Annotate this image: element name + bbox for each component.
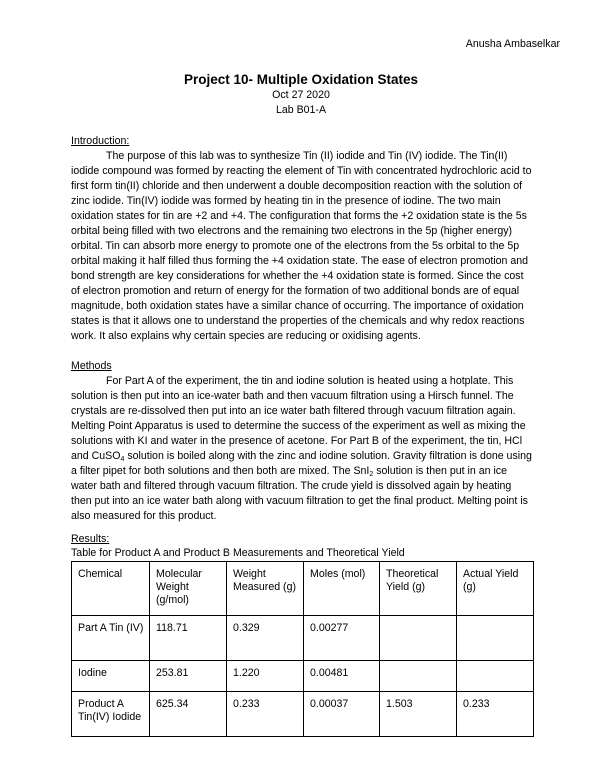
table-row bbox=[72, 661, 534, 692]
table-caption: Table for Product A and Product B Measurements and Theoretical Yield bbox=[71, 547, 405, 559]
column-header: Actual Yield (g) bbox=[457, 562, 534, 616]
methods-heading: Methods bbox=[71, 360, 112, 372]
methods-sub-2: 2 bbox=[369, 471, 374, 478]
intro-heading: Introduction: bbox=[71, 135, 130, 147]
column-header: Theoretical Yield (g) bbox=[380, 562, 457, 616]
table-cell: 625.34 bbox=[150, 692, 227, 737]
table-cell: Part A Tin (IV) bbox=[72, 616, 150, 661]
column-header: Moles (mol) bbox=[304, 562, 380, 616]
column-header: Weight Measured (g) bbox=[227, 562, 304, 616]
methods-paragraph bbox=[71, 374, 533, 524]
author-name: Anusha Ambaselkar bbox=[465, 38, 560, 50]
lab-section: Lab B01-A bbox=[275, 104, 327, 116]
table-cell: 1.503 bbox=[380, 692, 457, 737]
table-cell bbox=[380, 661, 457, 692]
document-title: Project 10- Multiple Oxidation States bbox=[183, 72, 419, 87]
results-heading: Results: bbox=[71, 533, 110, 545]
table-cell bbox=[457, 661, 534, 692]
methods-sub-1: 4 bbox=[120, 456, 125, 463]
column-header: Chemical bbox=[72, 562, 150, 616]
table-cell: 118.71 bbox=[150, 616, 227, 661]
table-cell: 253.81 bbox=[150, 661, 227, 692]
column-header: Molecular Weight (g/mol) bbox=[150, 562, 227, 616]
table-cell: Iodine bbox=[72, 661, 150, 692]
results-table bbox=[71, 561, 534, 737]
table-cell: 1.220 bbox=[227, 661, 304, 692]
table-row bbox=[72, 616, 534, 661]
intro-paragraph bbox=[71, 149, 533, 344]
table-cell: 0.233 bbox=[457, 692, 534, 737]
methods-text-1: For Part A of the experiment, the tin and iodine solution is heated using a hotplate. This solution is then put into an ice-water bath and then vacuum filtration using a Hirsch funnel. The crystals are re-dissolved then put into an ice water bath filtered through vacuum filtration again. Melting Point Apparatus is used to determine the success of the experiment as well as mixing the solutions with KI and water in the presence of acetone. For Part B of the experiment, the tin, HCl and CuSO bbox=[71, 375, 526, 462]
methods-text-3: solution is then put in an ice water bath and filtered through vacuum filtration. The crude yield is dissolved again by heating then put into an ice water bath along with vacuum filtration to get the final product. Melting point is also measured for this product. bbox=[71, 465, 528, 522]
methods-text-2: solution is boiled along with the zinc and iodine solution. Gravity filtration is done using a filter pipet for both solutions and then both are mixed. The SnI bbox=[71, 450, 532, 477]
table-cell: 0.00277 bbox=[304, 616, 380, 661]
table-row bbox=[72, 692, 534, 737]
table-header-row bbox=[72, 562, 534, 616]
document-date: Oct 27 2020 bbox=[272, 89, 330, 101]
intro-text: The purpose of this lab was to synthesize Tin (II) iodide and Tin (IV) iodide. The Tin(II) iodide compound was formed by reacting the element of Tin with concentrated hydrochloric acid to first form tin(II) chloride and then underwent a double decomposition reaction with the solution of zinc iodide. Tin(IV) iodide was formed by heating tin in the presence of iodine. The two main oxidation states for tin are +2 and +4. The configuration that forms the +2 oxidation state is the 5s orbital being filled with two electrons and the remaining two electrons in the 5p (higher energy) orbital. Tin can absorb more energy to promote one of the electrons from the 5s orbital to the 5p orbital making it half filled thus forming the +4 oxidation state. The ease of electron promotion and bond strength are key considerations for whether the +4 oxidation state is formed. Since the cost of electron promotion and return of energy for the formation of two additional bonds are of equal magnitude, both oxidation states have a similar chance of occurring. The importance of oxidation states is that it allows one to understand the properties of the chemicals and why redox reactions work. It also explains why certain species are reducing or oxidising agents. bbox=[71, 150, 532, 342]
table-cell: 0.00037 bbox=[304, 692, 380, 737]
table-cell: 0.00481 bbox=[304, 661, 380, 692]
table-cell bbox=[380, 616, 457, 661]
table-cell: 0.329 bbox=[227, 616, 304, 661]
table-cell: Product A Tin(IV) Iodide bbox=[72, 692, 150, 737]
table-cell: 0.233 bbox=[227, 692, 304, 737]
table-cell bbox=[457, 616, 534, 661]
